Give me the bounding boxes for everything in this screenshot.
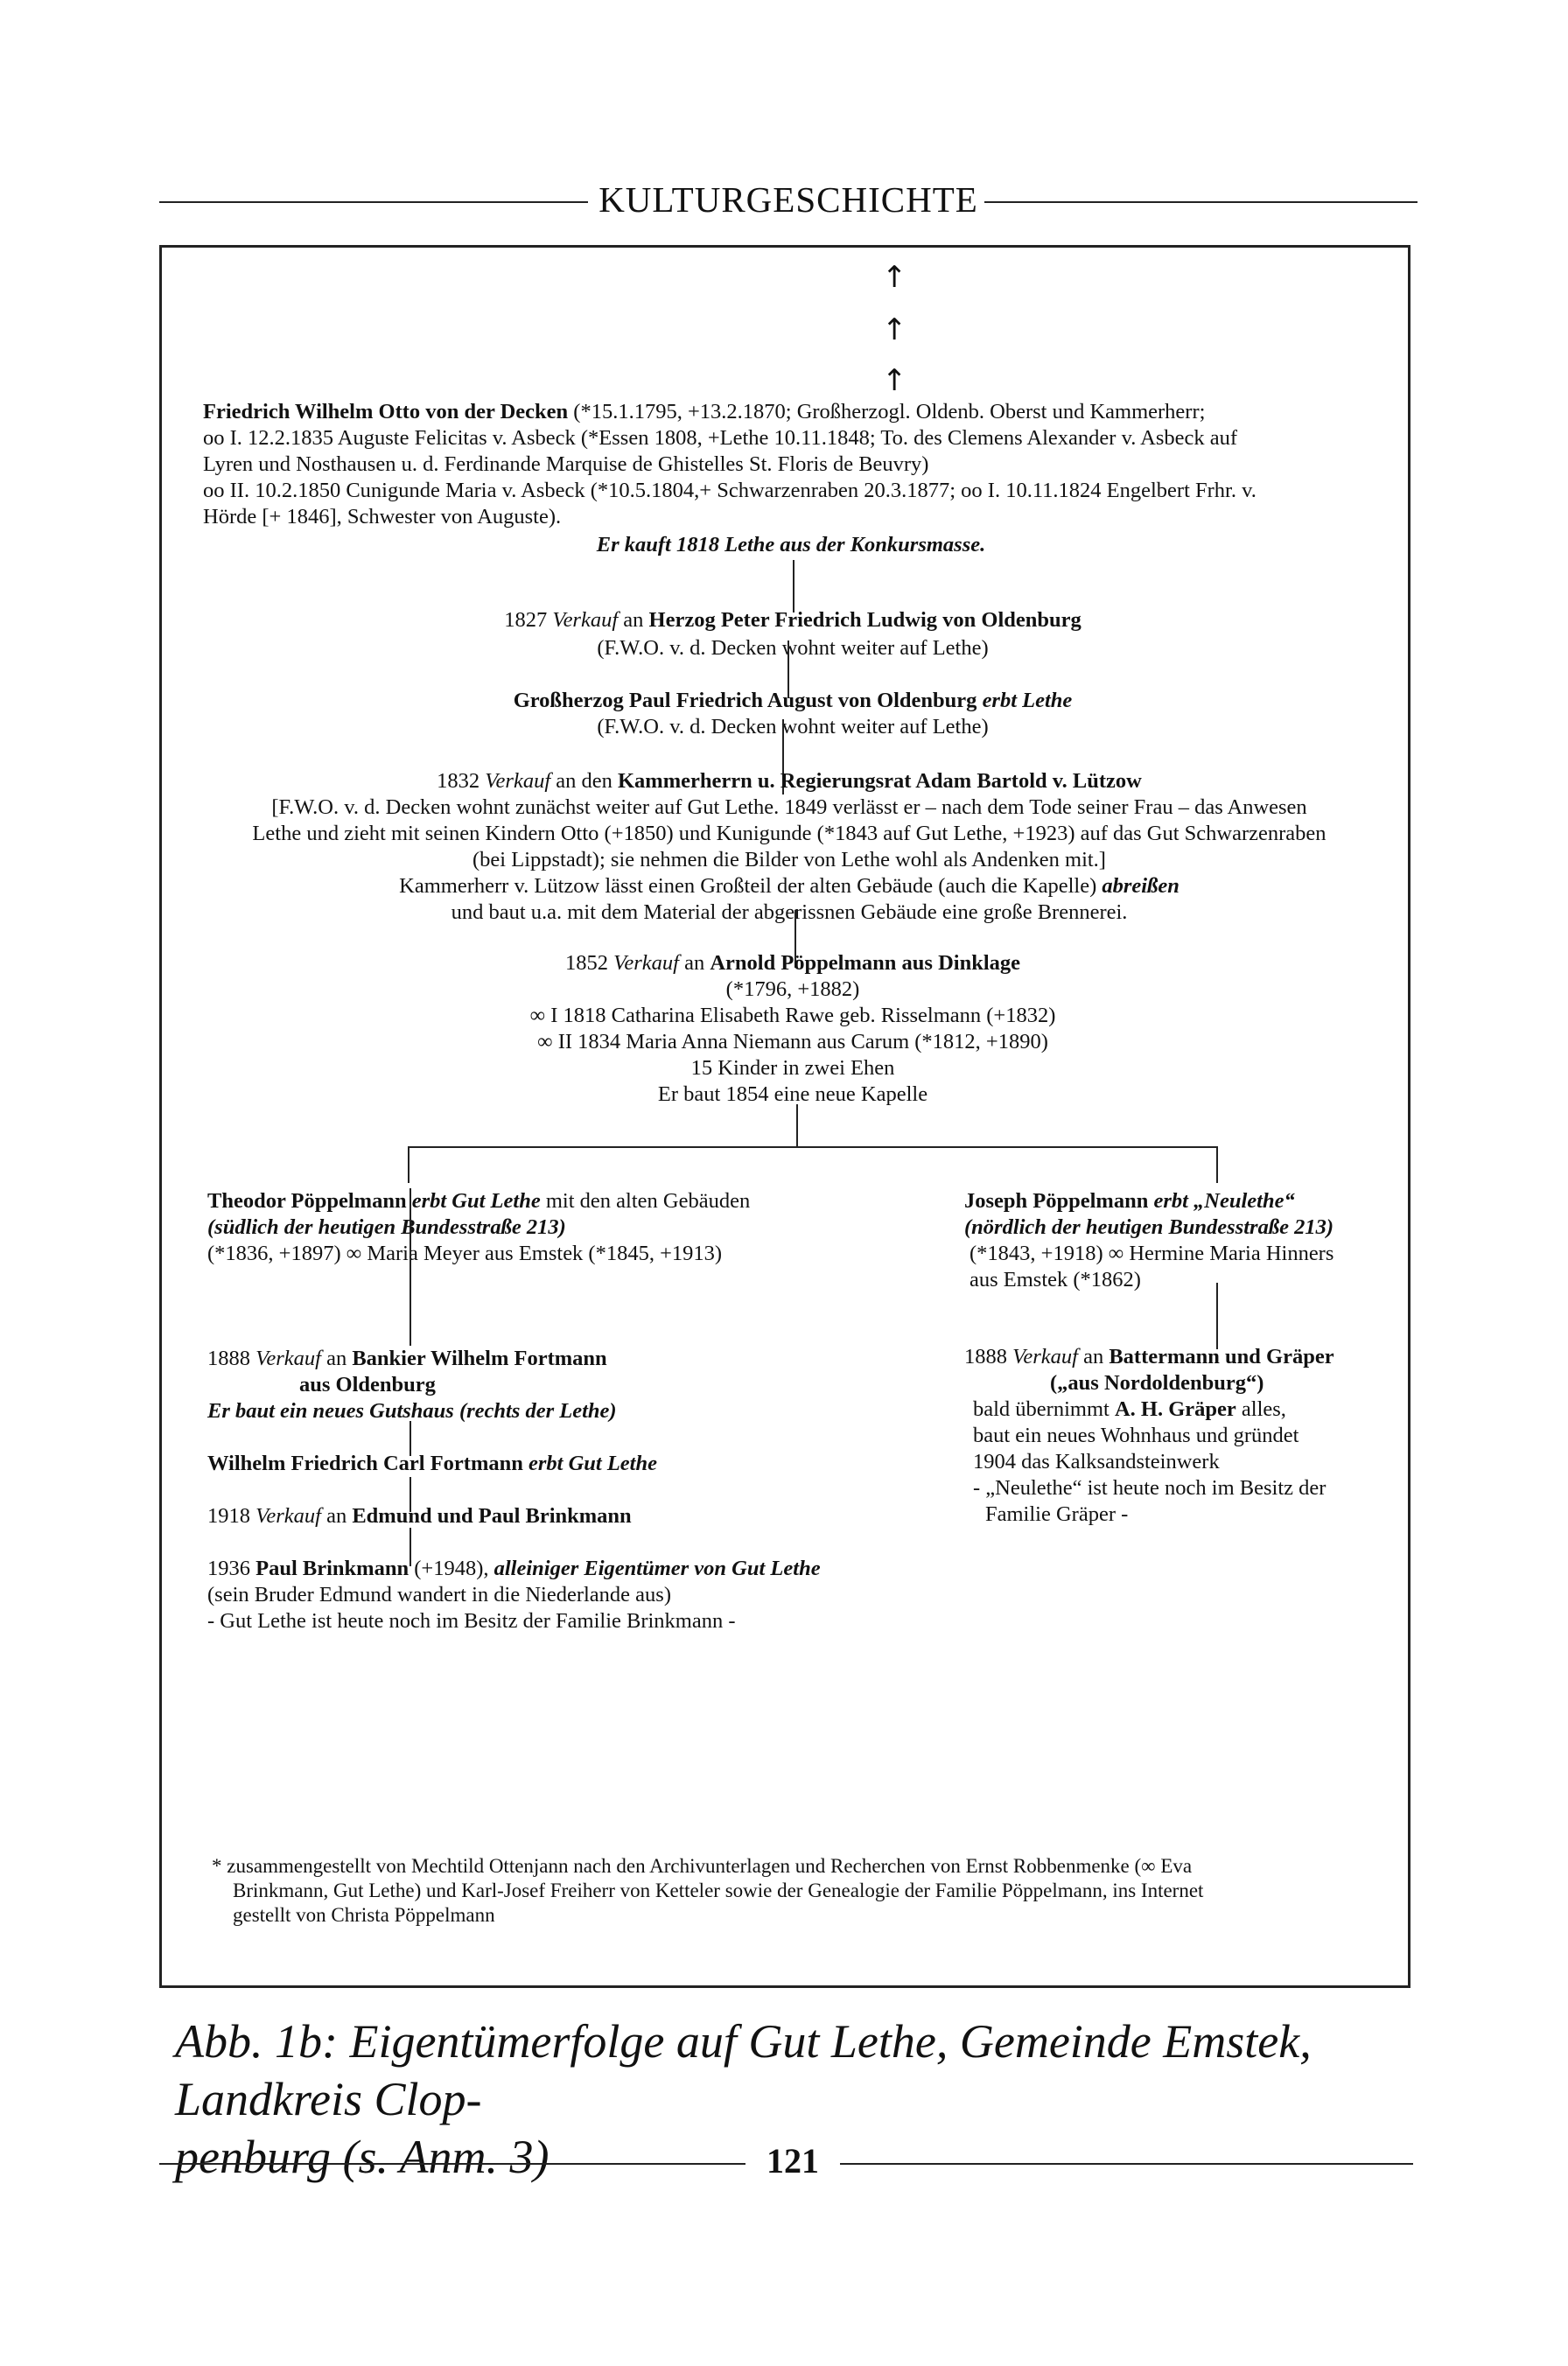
graeper-bald: bald übernimmt xyxy=(973,1397,1115,1421)
sale-1832 xyxy=(437,768,1142,794)
graeper-alles: alles, xyxy=(1236,1397,1286,1421)
brinkmann-verkauf: Verkauf xyxy=(256,1504,321,1528)
graeper-an: an xyxy=(1077,1345,1110,1368)
sale-1827-an: an xyxy=(618,608,649,632)
sale-1852-line-2: (*1796, +1882) xyxy=(725,977,860,1001)
sale-1852-line-6: Er baut 1854 eine neue Kapelle xyxy=(657,1082,928,1106)
paul-year: 1936 xyxy=(207,1557,256,1580)
decken-line-2: oo I. 12.2.1835 Auguste Felicitas v. Asbeck (*Essen 1808, +Lethe 10.11.1848; To. des Clemens Alexander v. Asbeck auf xyxy=(203,426,1238,450)
theodor-line-2: (südlich der heutigen Bundesstraße 213) xyxy=(207,1215,566,1239)
joseph-name: Joseph Pöppelmann xyxy=(964,1189,1149,1213)
sale-1852-line-5: 15 Kinder in zwei Ehen xyxy=(690,1056,895,1080)
footer-rule-right xyxy=(840,2163,1413,2165)
theodor-line-1 xyxy=(207,1188,750,1214)
brinkmann-buyer: Edmund und Paul Brinkmann xyxy=(352,1504,632,1528)
sale-1832-abriss: Kammerherr v. Lützow lässt einen Großteil der alten Gebäude (auch die Kapelle) xyxy=(399,874,1102,898)
paul-line-2: (sein Bruder Edmund wandert in die Niederlande aus) xyxy=(207,1583,671,1606)
sale-1832-an: an den xyxy=(550,769,618,793)
decken-line-3: Lyren und Nosthausen u. d. Ferdinande Marquise de Ghistelles St. Floris de Beuvry) xyxy=(203,452,929,476)
connector-line xyxy=(410,1188,411,1346)
sale-1832-verkauf: Verkauf xyxy=(485,769,551,793)
header-rule-right xyxy=(984,201,1418,203)
decken-dates: (*15.1.1795, +13.2.1870; Großherzogl. Oldenb. Oberst und Kammerherr; xyxy=(568,400,1206,424)
fortmann-verkauf: Verkauf xyxy=(256,1347,321,1370)
sale-1827 xyxy=(504,607,1082,633)
sale-1852-an: an xyxy=(678,951,710,975)
wfc-line xyxy=(207,1451,657,1476)
footnote-line-2: Brinkmann, Gut Lethe) und Karl-Josef Freiherr von Ketteler sowie der Genealogie der Familie Pöppelmann, ins Internet xyxy=(233,1880,1204,1901)
branch-left-drop xyxy=(408,1146,410,1183)
sale-1832-buyer: Kammerherrn u. Regierungsrat Adam Bartold v. Lützow xyxy=(618,769,1142,793)
graeper-buyer: Battermann und Gräper xyxy=(1109,1345,1334,1368)
graeper-line-2: („aus Nordoldenburg“) xyxy=(1050,1371,1264,1395)
connector-line xyxy=(796,1104,798,1146)
sale-1852 xyxy=(565,950,1020,976)
sale-1827-verkauf: Verkauf xyxy=(552,608,619,632)
graeper-year: 1888 xyxy=(964,1345,1013,1368)
sale-1852-line-4: ∞ II 1834 Maria Anna Niemann aus Carum (*1812, +1890) xyxy=(537,1030,1048,1054)
fortmann-an: an xyxy=(320,1347,353,1370)
wfc-erbt: erbt Gut Lethe xyxy=(522,1452,657,1475)
sale-1832-abreissen: abreißen xyxy=(1102,874,1180,898)
paul-line-1 xyxy=(207,1556,821,1581)
graeper-line-6: - „Neulethe“ ist heute noch im Besitz der xyxy=(973,1476,1326,1500)
up-arrow-icon: ↑ xyxy=(882,363,907,398)
fortmann-line-3: Er baut ein neues Gutshaus (rechts der Lethe) xyxy=(207,1399,617,1423)
graeper-line-7: Familie Gräper - xyxy=(985,1502,1129,1526)
joseph-line-3: (*1843, +1918) ∞ Hermine Maria Hinners xyxy=(970,1242,1334,1265)
grossherzog-erbt: erbt Lethe xyxy=(976,689,1073,712)
fortmann-line-2: aus Oldenburg xyxy=(299,1373,436,1396)
decken-kauft: Er kauft 1818 Lethe aus der Konkursmasse. xyxy=(596,533,986,556)
joseph-line-1 xyxy=(964,1188,1295,1214)
fortmann-year: 1888 xyxy=(207,1347,256,1370)
up-arrow-icon: ↑ xyxy=(882,312,907,347)
brinkmann-year: 1918 xyxy=(207,1504,256,1528)
fortmann-line-1 xyxy=(207,1346,607,1371)
sale-1852-buyer: Arnold Pöppelmann aus Dinklage xyxy=(710,951,1020,975)
brinkmann-an: an xyxy=(320,1504,353,1528)
sale-1827-buyer: Herzog Peter Friedrich Ludwig von Oldenburg xyxy=(648,608,1082,632)
page-number: 121 xyxy=(766,2141,819,2180)
sale-1832-line-2: [F.W.O. v. d. Decken wohnt zunächst weiter auf Gut Lethe. 1849 verlässt er – nach dem Tode seiner Frau – das Anwesen xyxy=(271,795,1307,819)
paul-rest: (+1948), xyxy=(409,1557,494,1580)
paul-name: Paul Brinkmann xyxy=(256,1557,410,1580)
fortmann-buyer: Bankier Wilhelm Fortmann xyxy=(352,1347,607,1370)
joseph-line-2: (nördlich der heutigen Bundesstraße 213) xyxy=(964,1215,1334,1239)
sale-1852-verkauf: Verkauf xyxy=(613,951,679,975)
theodor-erbt: erbt Gut Lethe xyxy=(406,1189,541,1213)
sale-1827-note: (F.W.O. v. d. Decken wohnt weiter auf Lethe) xyxy=(597,636,989,660)
sale-1827-year: 1827 xyxy=(504,608,553,632)
sale-1852-line-3: ∞ I 1818 Catharina Elisabeth Rawe geb. Risselmann (+1832) xyxy=(529,1004,1056,1027)
wfc-name: Wilhelm Friedrich Carl Fortmann xyxy=(207,1452,523,1475)
sale-1832-year: 1832 xyxy=(437,769,486,793)
graeper-line-3 xyxy=(973,1396,1286,1422)
branch-right-drop xyxy=(1216,1146,1218,1183)
footnote-line-1: * zusammengestellt von Mechtild Ottenjann nach den Archivunterlagen und Recherchen von Ernst Robbenmenke (∞ Eva xyxy=(212,1855,1193,1877)
running-header xyxy=(159,175,1418,228)
grossherzog-line xyxy=(514,688,1073,713)
footnote-line-3: gestellt von Christa Pöppelmann xyxy=(233,1904,495,1926)
caption-line-2: penburg (s. Anm. 3) xyxy=(175,2131,550,2183)
theodor-name: Theodor Pöppelmann xyxy=(207,1189,407,1213)
sale-1832-line-4: (bei Lippstadt); sie nehmen die Bilder von Lethe wohl als Andenken mit.] xyxy=(472,848,1106,872)
graeper-verkauf: Verkauf xyxy=(1012,1345,1078,1368)
header-title: KULTURGESCHICHTE xyxy=(598,179,978,220)
grossherzog-name: Großherzog Paul Friedrich August von Oldenburg xyxy=(513,689,977,712)
brinkmann-sale-line xyxy=(207,1503,632,1529)
graeper-line-1 xyxy=(964,1344,1334,1369)
footer-rule-left xyxy=(159,2163,746,2165)
connector-line xyxy=(793,560,794,612)
theodor-line-3: (*1836, +1897) ∞ Maria Meyer aus Emstek (*1845, +1913) xyxy=(207,1242,723,1265)
caption-line-1: Abb. 1b: Eigentümerfolge auf Gut Lethe, Gemeinde Emstek, Landkreis Clop- xyxy=(175,2015,1312,2125)
sale-1852-year: 1852 xyxy=(565,951,614,975)
decken-line-5: Hörde [+ 1846], Schwester von Auguste). xyxy=(203,505,562,528)
joseph-line-4: aus Emstek (*1862) xyxy=(970,1268,1141,1292)
paul-alleiniger: alleiniger Eigentümer von Gut Lethe xyxy=(494,1557,821,1580)
joseph-erbt: erbt „Neulethe“ xyxy=(1148,1189,1295,1213)
decken-name: Friedrich Wilhelm Otto von der Decken xyxy=(203,400,569,424)
connector-line xyxy=(1216,1283,1218,1349)
up-arrow-icon: ↑ xyxy=(882,260,907,295)
graeper-line-4: baut ein neues Wohnhaus und gründet xyxy=(973,1424,1299,1447)
decken-line-4: oo II. 10.2.1850 Cunigunde Maria v. Asbeck (*10.5.1804,+ Schwarzenraben 20.3.1877; oo I. 10.11.1824 Engelbert Frhr. v. xyxy=(203,479,1256,502)
sale-1832-line-5 xyxy=(399,873,1180,899)
graeper-name: A. H. Gräper xyxy=(1114,1397,1236,1421)
theodor-rest: mit den alten Gebäuden xyxy=(540,1189,751,1213)
paul-line-3: - Gut Lethe ist heute noch im Besitz der Familie Brinkmann - xyxy=(207,1609,736,1633)
grossherzog-note: (F.W.O. v. d. Decken wohnt weiter auf Lethe) xyxy=(597,715,989,738)
sale-1832-line-6: und baut u.a. mit dem Material der abgerissnen Gebäude eine große Brennerei. xyxy=(451,900,1128,924)
graeper-line-5: 1904 das Kalksandsteinwerk xyxy=(973,1450,1220,1474)
sale-1832-line-3: Lethe und zieht mit seinen Kindern Otto (+1850) und Kunigunde (*1843 auf Gut Lethe, +1923) auf das Gut Schwarzenraben xyxy=(252,822,1326,845)
decken-line-1 xyxy=(203,399,1205,424)
branch-line xyxy=(408,1146,1216,1148)
